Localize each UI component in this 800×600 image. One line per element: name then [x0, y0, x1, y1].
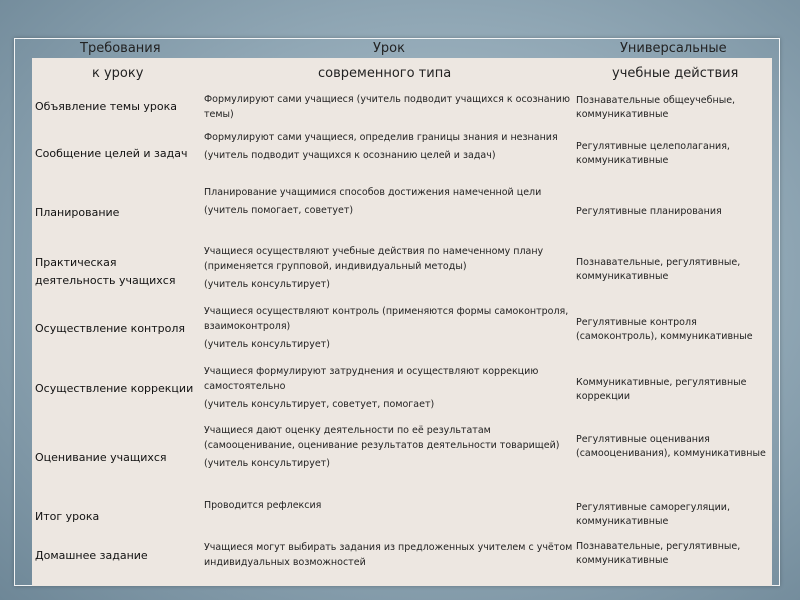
stage-cell: Сообщение целей и задач	[35, 147, 188, 160]
activity-cell	[204, 185, 576, 218]
stage-cell: Осуществление контроля	[35, 322, 186, 335]
activity-text: Учащиеся могут выбирать задания из предложенных учителем с учётом индивидуальных возможностей	[204, 542, 573, 568]
uud-cell: Коммуникативные, регулятивные коррекции	[576, 377, 747, 402]
stage-cell: Итог урока	[35, 510, 100, 523]
activity-cell	[204, 92, 576, 122]
stage-cell: Объявление темы урока	[35, 100, 177, 113]
uud-cell: Познавательные, регулятивные, коммуникативные	[576, 541, 741, 566]
teacher-note: (учитель консультирует)	[204, 458, 330, 469]
activity-cell	[204, 244, 576, 292]
activity-text: Учащиеся дают оценку деятельности по её результатам (самооценивание, оценивание результатов деятельности товарищей)	[204, 425, 560, 451]
activity-text: Учащиеся осуществляют учебные действия по намеченному плану (применяется групповой, индивидуальный методы)	[204, 246, 544, 272]
activity-cell	[204, 498, 576, 513]
stage-cell: Оценивание учащихся	[35, 451, 167, 464]
uud-cell: Регулятивные саморегуляции, коммуникативные	[576, 502, 730, 527]
activity-text: Учащиеся формулируют затруднения и осуществляют коррекцию самостоятельно	[204, 366, 539, 392]
uud-cell: Регулятивные контроля (самоконтроль), коммуникативные	[576, 317, 753, 342]
header-col2-line1: Урок	[373, 41, 405, 56]
uud-cell: Познавательные общеучебные, коммуникативные	[576, 95, 736, 120]
teacher-note: (учитель консультирует)	[204, 339, 330, 350]
stage-cell: Планирование	[35, 206, 120, 219]
activity-cell	[204, 540, 576, 570]
uud-cell: Познавательные, регулятивные, коммуникативные	[576, 257, 741, 282]
activity-cell	[204, 364, 576, 412]
activity-cell	[204, 304, 576, 352]
stage-cell: Практическая деятельность учащихся	[35, 256, 176, 287]
uud-cell: Регулятивные планирования	[576, 206, 722, 217]
activity-text: Учащиеся осуществляют контроль (применяются формы самоконтроля, взаимоконтроля)	[204, 306, 569, 332]
header-col3-line2: учебные действия	[612, 66, 739, 81]
teacher-note: (учитель подводит учащихся к осознанию целей и задач)	[204, 150, 496, 161]
activity-text: Формулируют сами учащиеся (учитель подводит учащихся к осознанию темы)	[204, 94, 570, 120]
activity-cell	[204, 130, 576, 163]
stage-cell: Осуществление коррекции	[35, 382, 194, 395]
activity-cell	[204, 423, 576, 471]
uud-cell: Регулятивные оценивания (самооценивания), коммуникативные	[576, 434, 766, 459]
header-col1-line2: к уроку	[92, 66, 144, 81]
activity-text: Проводится рефлексия	[204, 500, 322, 511]
uud-cell: Регулятивные целеполагания, коммуникативные	[576, 141, 730, 166]
activity-text: Планирование учащимися способов достижения намеченной цели	[204, 187, 542, 198]
teacher-note: (учитель консультирует, советует, помогает)	[204, 399, 435, 410]
activity-text: Формулируют сами учащиеся, определив границы знания и незнания	[204, 132, 558, 143]
header-col3-line1: Универсальные	[620, 41, 727, 56]
teacher-note: (учитель консультирует)	[204, 279, 330, 290]
header-col1-line1: Требования	[80, 41, 161, 56]
teacher-note: (учитель помогает, советует)	[204, 205, 354, 216]
header-col2-line2: современного типа	[318, 66, 452, 81]
stage-cell: Домашнее задание	[35, 549, 148, 562]
